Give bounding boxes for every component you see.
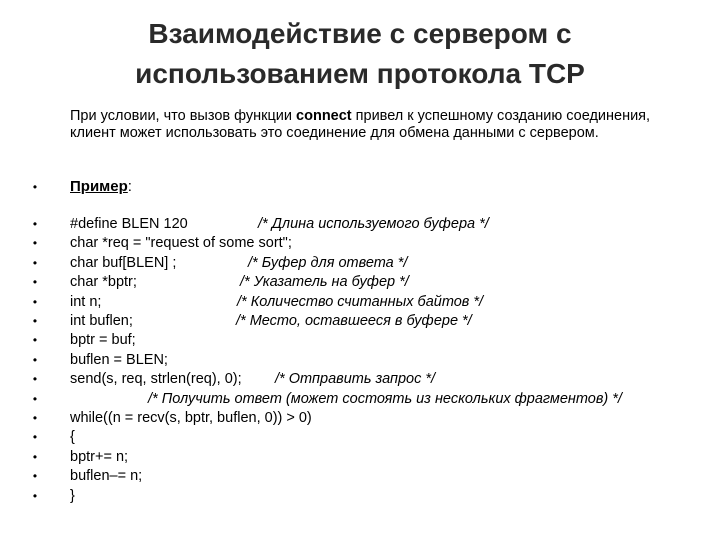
bullet-icon: •: [32, 391, 38, 406]
example-heading-row: [0, 178, 720, 196]
slide-title-line-1: Взаимодействие с сервером с: [148, 18, 572, 49]
code-text: char *req = "request of some sort";: [70, 235, 292, 252]
bullet-icon: •: [32, 275, 38, 290]
code-line: [0, 330, 720, 350]
code-line: [0, 214, 720, 234]
code-text: {: [70, 429, 75, 446]
code-comment: /* Отправить запрос */: [275, 371, 436, 388]
intro-text-end: привел к успешному созданию соединения, клиент может использовать это соединение для обмена данными с сервером.: [70, 108, 651, 141]
intro-keyword-connect: connect: [296, 108, 352, 124]
intro-paragraph: [70, 108, 690, 142]
code-line: [0, 389, 720, 409]
code-line: [0, 369, 720, 389]
code-line: [0, 466, 720, 486]
code-line: [0, 447, 720, 467]
code-comment: /* Место, оставшееся в буфере */: [236, 313, 472, 329]
code-text: buflen = BLEN;: [70, 351, 168, 368]
code-line: [0, 350, 720, 370]
code-text: }: [70, 487, 75, 504]
bullet-icon: •: [32, 180, 38, 194]
example-label: [70, 178, 132, 196]
code-text: bptr = buf;: [70, 332, 136, 349]
code-text: buflen–= n;: [70, 468, 143, 485]
code-comment: /* Количество считанных байтов */: [237, 293, 484, 310]
bullet-icon: •: [32, 449, 38, 464]
code-comment: /* Указатель на буфер */: [240, 274, 409, 291]
code-text: #define BLEN 120: [70, 216, 188, 232]
code-line: [0, 408, 720, 428]
bullet-icon: •: [32, 236, 38, 251]
bullet-icon: •: [32, 255, 38, 270]
code-text: char *bptr;: [70, 274, 137, 291]
code-comment: /* Длина используемого буфера */: [258, 216, 489, 232]
example-label-colon: :: [127, 178, 132, 195]
bullet-icon: •: [32, 372, 38, 387]
bullet-icon: •: [32, 411, 38, 425]
code-text: char buf[BLEN] ;: [70, 254, 177, 271]
bullet-icon: •: [32, 430, 38, 445]
slide-title-line-2: использованием протокола TCP: [135, 58, 585, 89]
example-label-text: Пример: [70, 178, 128, 195]
code-text: int buflen;: [70, 313, 133, 329]
bullet-icon: •: [32, 314, 38, 328]
bullet-icon: •: [32, 469, 38, 484]
bullet-icon: •: [32, 488, 38, 503]
intro-text-start: При условии, что вызов функции: [70, 108, 297, 124]
bullet-icon: •: [32, 217, 38, 231]
bullet-icon: •: [32, 352, 38, 367]
code-line: [0, 253, 720, 273]
code-line: [0, 311, 720, 331]
bullet-icon: •: [32, 294, 38, 309]
code-text: while((n = recv(s, bptr, buflen, 0)) > 0): [70, 410, 312, 426]
code-text: bptr+= n;: [70, 448, 129, 465]
bullet-icon: •: [32, 333, 38, 348]
code-line: [0, 272, 720, 292]
code-text: send(s, req, strlen(req), 0);: [70, 371, 242, 388]
code-line: [0, 292, 720, 312]
code-line: [0, 427, 720, 447]
code-comment: /* Получить ответ (может состоять из нескольких фрагментов) */: [148, 390, 622, 407]
slide-title: [0, 14, 720, 94]
code-comment: /* Буфер для ответа */: [248, 254, 408, 271]
code-text: int n;: [70, 293, 102, 310]
code-line: [0, 233, 720, 253]
code-line: [0, 486, 720, 506]
